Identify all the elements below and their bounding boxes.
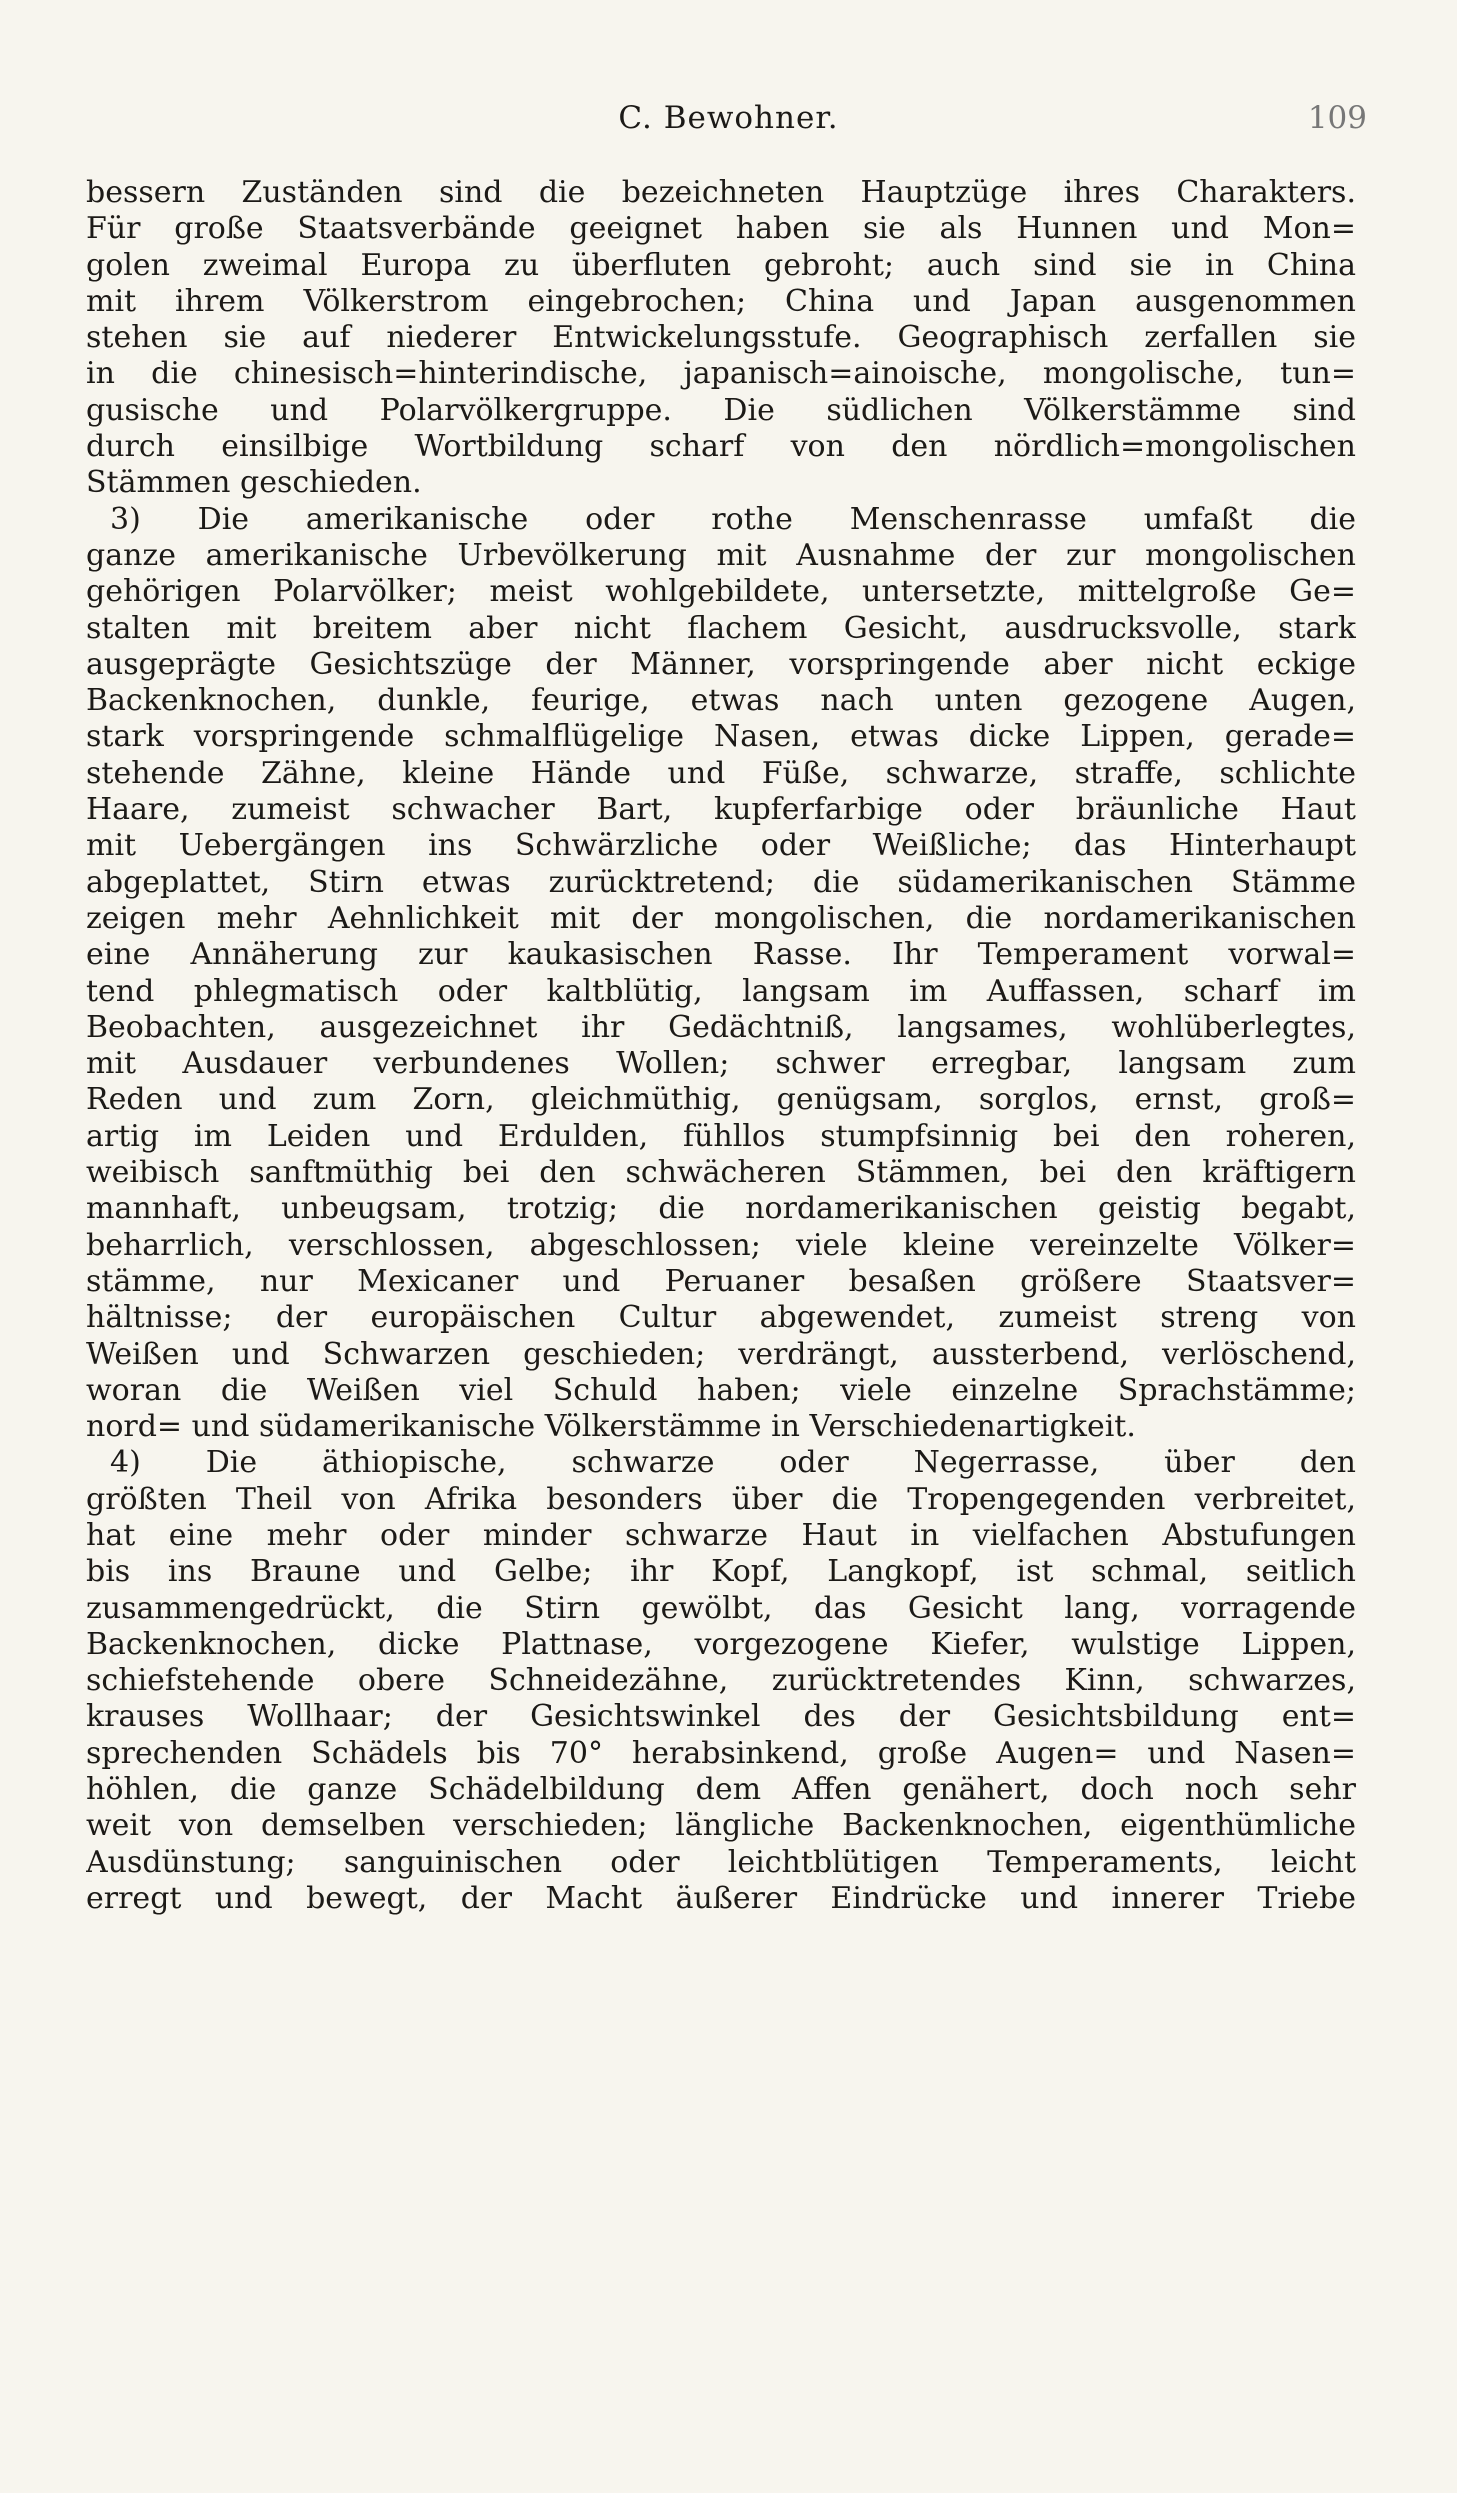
text-line: weibisch sanftmüthig bei den schwächeren Stämmen, bei den kräftigern — [86, 1155, 1356, 1191]
text-line: durch einsilbige Wortbildung scharf von den nördlich=mongolischen — [86, 429, 1356, 465]
text-line: gehörigen Polarvölker; meist wohlgebildete, untersetzte, mittelgroße Ge= — [86, 574, 1356, 610]
text-line: gusische und Polarvölkergruppe. Die südlichen Völkerstämme sind — [86, 392, 1356, 428]
text-line: nord= und südamerikanische Völkerstämme in Verschiedenartigkeit. — [86, 1409, 1136, 1445]
text-line: stehen sie auf niederer Entwickelungsstufe. Geographisch zerfallen sie — [86, 320, 1356, 356]
text-line: hat eine mehr oder minder schwarze Haut in vielfachen Abstufungen — [86, 1517, 1356, 1553]
text-line: zeigen mehr Aehnlichkeit mit der mongolischen, die nordamerikanischen — [86, 900, 1356, 936]
text-line: Backenknochen, dunkle, feurige, etwas nach unten gezogene Augen, — [86, 683, 1356, 719]
text-line: abgeplattet, Stirn etwas zurücktretend; die südamerikanischen Stämme — [86, 864, 1356, 900]
text-line: beharrlich, verschlossen, abgeschlossen; viele kleine vereinzelte Völker= — [86, 1227, 1356, 1263]
text-line: zusammengedrückt, die Stirn gewölbt, das Gesicht lang, vorragende — [86, 1590, 1356, 1626]
section-start-line: 3) Die amerikanische oder rothe Menschenrasse umfaßt die — [110, 501, 1356, 537]
text-line: ganze amerikanische Urbevölkerung mit Ausnahme der zur mongolischen — [86, 537, 1356, 573]
text-line: mit Uebergängen ins Schwärzliche oder Weißliche; das Hinterhaupt — [86, 828, 1356, 864]
text-line: erregt und bewegt, der Macht äußerer Eindrücke und innerer Triebe — [86, 1880, 1356, 1916]
text-line: Beobachten, ausgezeichnet ihr Gedächtniß, langsames, wohlüberlegtes, — [86, 1009, 1356, 1045]
text-line: woran die Weißen viel Schuld haben; viele einzelne Sprachstämme; — [86, 1372, 1356, 1408]
text-line: in die chinesisch=hinterindische, japanisch=ainoische, mongolische, tun= — [86, 356, 1356, 392]
text-line: Haare, zumeist schwacher Bart, kupferfarbige oder bräunliche Haut — [86, 792, 1356, 828]
text-line: krauses Wollhaar; der Gesichtswinkel des der Gesichtsbildung ent= — [86, 1699, 1356, 1735]
text-line: schiefstehende obere Schneidezähne, zurücktretendes Kinn, schwarzes, — [86, 1663, 1356, 1699]
text-line: höhlen, die ganze Schädelbildung dem Affen genähert, doch noch sehr — [86, 1772, 1356, 1808]
text-line: mannhaft, unbeugsam, trotzig; die nordamerikanischen geistig begabt, — [86, 1191, 1356, 1227]
text-line: artig im Leiden und Erdulden, fühllos stumpfsinnig bei den roheren, — [86, 1118, 1356, 1154]
text-line: mit ihrem Völkerstrom eingebrochen; China und Japan ausgenommen — [86, 283, 1356, 319]
text-line: größten Theil von Afrika besonders über die Tropengegenden verbreitet, — [86, 1481, 1356, 1517]
text-line: eine Annäherung zur kaukasischen Rasse. Ihr Temperament vorwal= — [86, 937, 1356, 973]
text-line: sprechenden Schädels bis 70° herabsinkend, große Augen= und Nasen= — [86, 1735, 1356, 1771]
text-line: bis ins Braune und Gelbe; ihr Kopf, Langkopf, ist schmal, seitlich — [86, 1554, 1356, 1590]
text-line: tend phlegmatisch oder kaltblütig, langsam im Auffassen, scharf im — [86, 973, 1356, 1009]
text-line: Ausdünstung; sanguinischen oder leichtblütigen Temperaments, leicht — [86, 1844, 1356, 1880]
text-line: Backenknochen, dicke Plattnase, vorgezogene Kiefer, wulstige Lippen, — [86, 1626, 1356, 1662]
running-head — [0, 100, 1457, 150]
text-line: hältnisse; der europäischen Cultur abgewendet, zumeist streng von — [86, 1300, 1356, 1336]
text-line: Für große Staatsverbände geeignet haben sie als Hunnen und Mon= — [86, 211, 1356, 247]
text-line: stalten mit breitem aber nicht flachem Gesicht, ausdrucksvolle, stark — [86, 610, 1356, 646]
text-line: mit Ausdauer verbundenes Wollen; schwer erregbar, langsam zum — [86, 1046, 1356, 1082]
text-line: Reden und zum Zorn, gleichmüthig, genügsam, sorglos, ernst, groß= — [86, 1082, 1356, 1118]
text-line: stämme, nur Mexicaner und Peruaner besaßen größere Staatsver= — [86, 1263, 1356, 1299]
running-head-title: C. Bewohner. — [618, 100, 839, 136]
text-line: golen zweimal Europa zu überfluten gebroht; auch sind sie in China — [86, 247, 1356, 283]
section-start-line: 4) Die äthiopische, schwarze oder Negerrasse, über den — [110, 1445, 1356, 1481]
text-line: stehende Zähne, kleine Hände und Füße, schwarze, straffe, schlichte — [86, 755, 1356, 791]
body-text — [86, 175, 1356, 1917]
text-line: stark vorspringende schmalflügelige Nasen, etwas dicke Lippen, gerade= — [86, 719, 1356, 755]
text-line: Stämmen geschieden. — [86, 465, 422, 501]
text-line: weit von demselben verschieden; längliche Backenknochen, eigenthümliche — [86, 1808, 1356, 1844]
page-number: 109 — [1307, 100, 1367, 136]
text-line: ausgeprägte Gesichtszüge der Männer, vorspringende aber nicht eckige — [86, 646, 1356, 682]
text-line: Weißen und Schwarzen geschieden; verdrängt, aussterbend, verlöschend, — [86, 1336, 1356, 1372]
text-line: bessern Zuständen sind die bezeichneten Hauptzüge ihres Charakters. — [86, 175, 1356, 210]
